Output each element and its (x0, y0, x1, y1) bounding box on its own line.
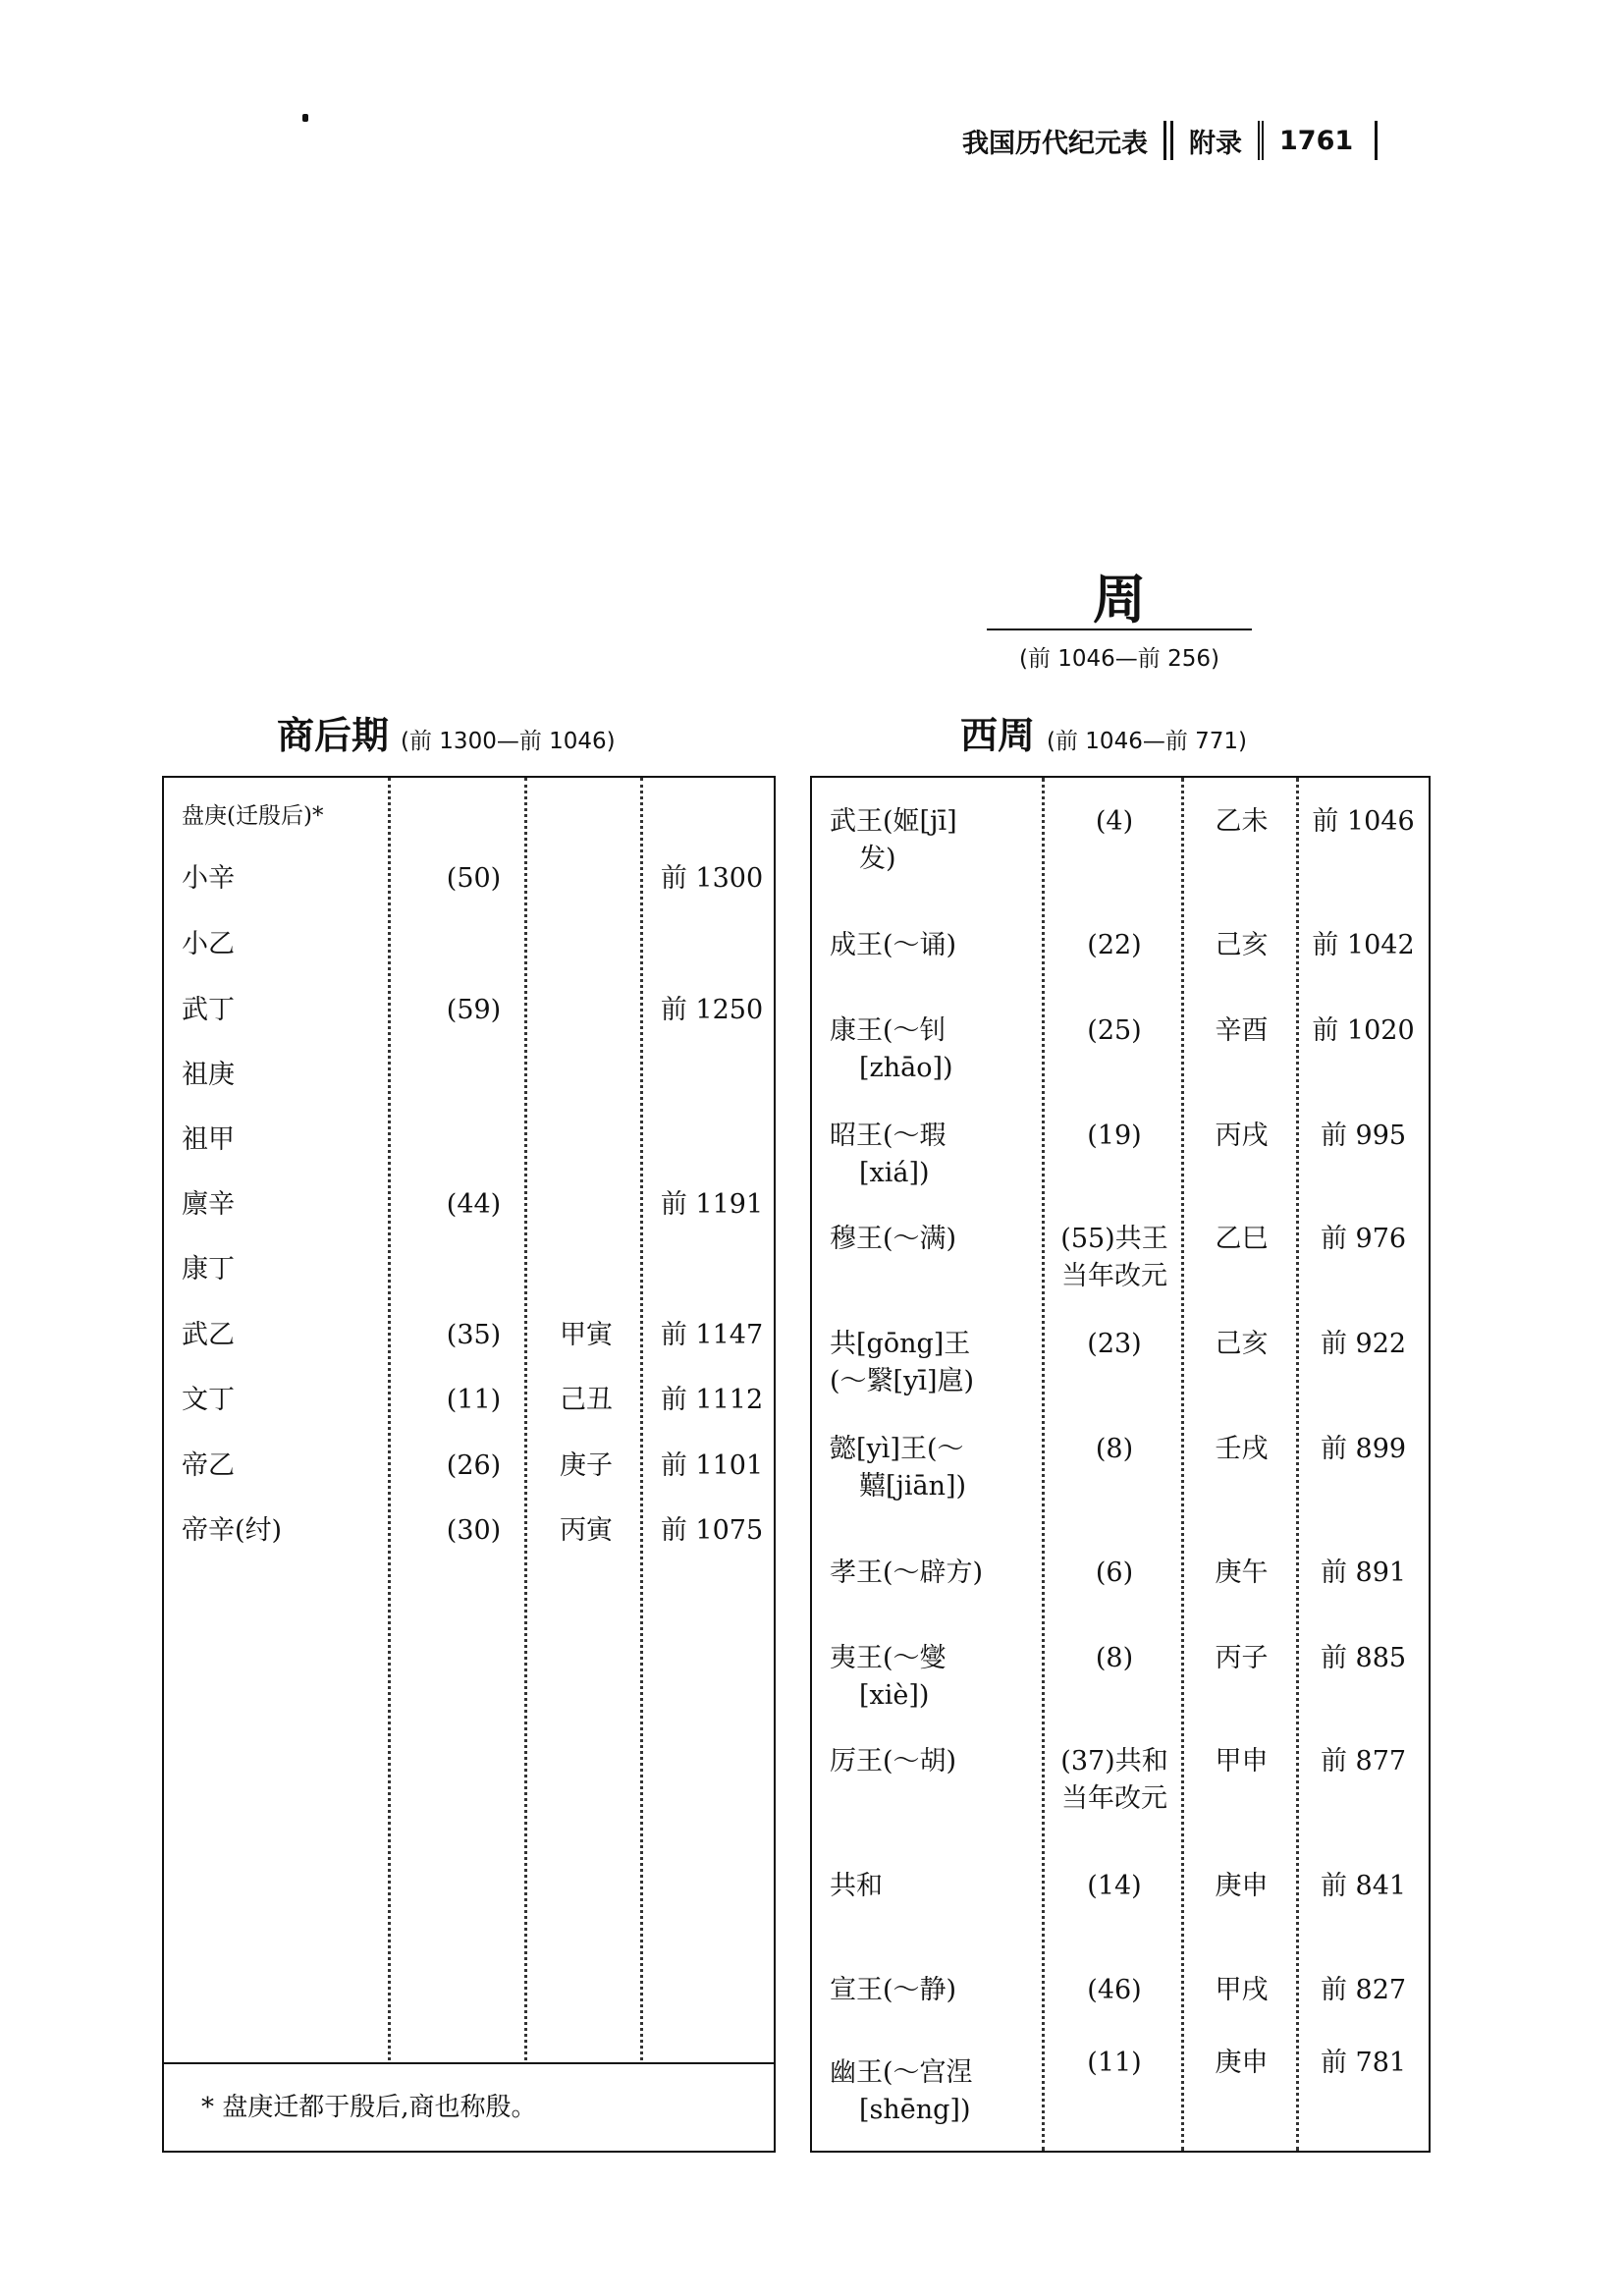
reign-years: (30) (446, 1515, 502, 1546)
ruler-name: 宣王(～静) (830, 1975, 957, 2005)
ruler-name: 幽王(～宫涅 [shēng]) (830, 2057, 973, 2125)
ganzhi: 丙寅 (560, 1515, 613, 1546)
ganzhi: 丙戌 (1215, 1121, 1269, 1151)
dynasty-range: (前 1046—前 256) (1018, 646, 1219, 672)
start-year: 前 1191 (660, 1189, 764, 1220)
ganzhi: 庚申 (1215, 1871, 1269, 1901)
header-separator (1258, 121, 1264, 160)
reign-years: (44) (446, 1189, 502, 1220)
column-divider (640, 778, 643, 2060)
ruler-name: 孝王(～辟方) (830, 1558, 984, 1588)
ruler-name: 祖甲 (182, 1124, 235, 1155)
start-year: 前 1250 (660, 995, 764, 1025)
ruler-name: 小乙 (182, 929, 235, 959)
start-year: 前 1075 (660, 1515, 764, 1546)
ruler-name: 共和 (830, 1871, 883, 1901)
ruler-name: 文丁 (182, 1385, 235, 1415)
ganzhi: 丙子 (1215, 1643, 1269, 1673)
ganzhi: 甲申 (1215, 1746, 1269, 1777)
ruler-name: 盘庚(迁殷后)* (182, 803, 324, 829)
ganzhi: 乙未 (1215, 806, 1269, 837)
ruler-name: 穆王(～满) (830, 1224, 957, 1254)
ganzhi: 庚子 (560, 1450, 613, 1481)
ruler-name: 祖庚 (182, 1060, 235, 1090)
reign-years: (37)共和 当年改元 (1060, 1746, 1168, 1814)
footnote-text: * 盘庚迁都于殷后,商也称殷。 (201, 2093, 537, 2122)
start-year: 前 885 (1320, 1643, 1407, 1673)
start-year: 前 976 (1320, 1224, 1407, 1254)
xizhou-section-title (960, 705, 1247, 759)
section-name: 西周 (960, 713, 1036, 757)
reign-years: (35) (446, 1320, 502, 1350)
reign-years: (59) (446, 995, 502, 1025)
column-divider (524, 778, 527, 2060)
page-number: 1761 (1279, 125, 1354, 156)
reign-years: (23) (1087, 1329, 1142, 1359)
ruler-name: 小辛 (182, 863, 235, 894)
start-year: 前 922 (1320, 1329, 1407, 1359)
reign-years: (22) (1087, 930, 1142, 960)
start-year: 前 1101 (660, 1450, 764, 1481)
ruler-name: 武王(姬[jī] 发) (830, 806, 957, 874)
column-divider (388, 778, 391, 2060)
dynasty-title: 周 (1093, 568, 1146, 630)
reign-years: (11) (1087, 2048, 1142, 2078)
header-end-rule (1375, 121, 1378, 160)
ruler-name: 成王(～诵) (830, 930, 957, 960)
dynasty-title-rule (987, 629, 1252, 630)
reign-years: (8) (1095, 1434, 1134, 1464)
ganzhi: 甲戌 (1215, 1975, 1269, 2005)
ruler-name: 昭王(～瑕 [xiá]) (830, 1121, 947, 1188)
start-year: 前 1020 (1312, 1015, 1415, 1046)
ruler-name: 康王(～钊 [zhāo]) (830, 1015, 953, 1083)
section-range: (前 1300—前 1046) (401, 729, 616, 754)
book-title: 我国历代纪元表 (962, 128, 1148, 159)
start-year: 前 899 (1320, 1434, 1407, 1464)
ruler-name: 懿[yì]王(～ 囏[jiān]) (830, 1434, 967, 1502)
start-year: 前 1147 (660, 1320, 764, 1350)
start-year: 前 1300 (660, 863, 764, 894)
ruler-name: 帝乙 (182, 1450, 235, 1481)
ganzhi: 辛酉 (1215, 1015, 1269, 1046)
ganzhi: 壬戌 (1215, 1434, 1269, 1464)
shang-section-title (277, 705, 616, 759)
section-name: 商后期 (277, 713, 390, 757)
ganzhi: 己丑 (560, 1385, 613, 1415)
ruler-name: 康丁 (182, 1254, 235, 1285)
reign-years: (19) (1087, 1121, 1142, 1151)
ruler-name: 廪辛 (182, 1189, 235, 1220)
reign-years: (46) (1087, 1975, 1142, 2005)
ruler-name: 武丁 (182, 995, 235, 1025)
reign-years: (55)共王 当年改元 (1060, 1224, 1168, 1291)
ganzhi: 甲寅 (560, 1320, 613, 1350)
ruler-name: 帝辛(纣) (182, 1515, 283, 1546)
start-year: 前 827 (1320, 1975, 1407, 2005)
ganzhi: 己亥 (1215, 930, 1269, 960)
start-year: 前 1112 (660, 1385, 764, 1415)
ganzhi: 己亥 (1215, 1329, 1269, 1359)
xizhou-reign-table (810, 776, 1431, 2153)
table-footnote (164, 2062, 774, 2151)
start-year: 前 995 (1320, 1121, 1407, 1151)
reign-years: (4) (1095, 806, 1134, 837)
running-header (962, 116, 1378, 165)
start-year: 前 891 (1320, 1558, 1407, 1588)
reign-years: (6) (1095, 1558, 1134, 1588)
section-range: (前 1046—前 771) (1047, 729, 1248, 754)
reign-years: (14) (1087, 1871, 1142, 1901)
start-year: 前 781 (1320, 2048, 1407, 2078)
header-separator (1163, 121, 1173, 160)
start-year: 前 841 (1320, 1871, 1407, 1901)
start-year: 前 1042 (1312, 930, 1415, 960)
reign-years: (11) (446, 1385, 502, 1415)
ganzhi: 庚午 (1215, 1558, 1269, 1588)
reign-years: (26) (446, 1450, 502, 1481)
shang-reign-table (162, 776, 776, 2153)
ruler-name: 厉王(～胡) (830, 1746, 957, 1777)
reign-years: (8) (1095, 1643, 1134, 1673)
section-label: 附录 (1189, 128, 1242, 159)
print-speck (302, 114, 308, 122)
ganzhi: 庚申 (1215, 2048, 1269, 2078)
ruler-name: 夷王(～燮 [xiè]) (830, 1643, 947, 1711)
reign-years: (25) (1087, 1015, 1142, 1046)
ruler-name: 共[gōng]王 (～繄[yī]扈) (830, 1329, 975, 1396)
ruler-name: 武乙 (182, 1320, 235, 1350)
ganzhi: 乙巳 (1215, 1224, 1269, 1254)
start-year: 前 877 (1320, 1746, 1407, 1777)
reign-years: (50) (446, 863, 502, 894)
start-year: 前 1046 (1312, 806, 1415, 837)
